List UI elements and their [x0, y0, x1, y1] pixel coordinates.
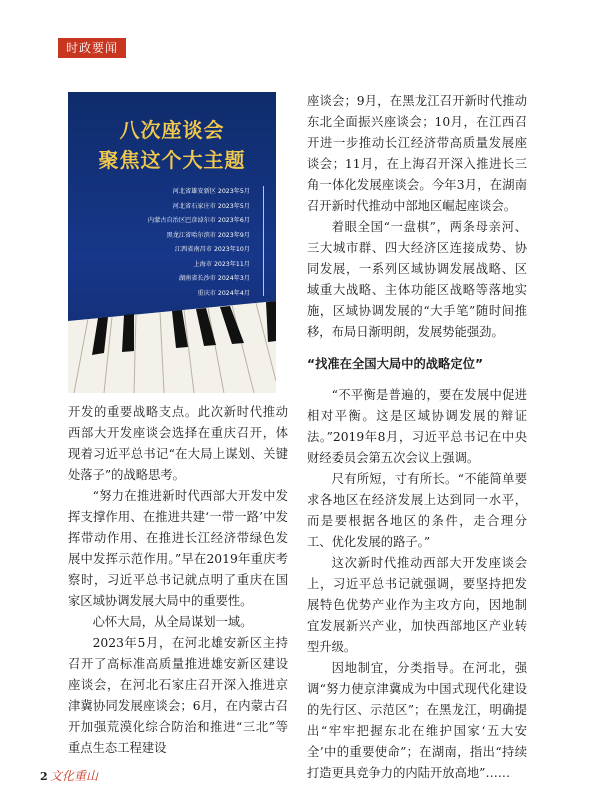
article-column-right: [307, 91, 527, 784]
section-heading: “找准在全国大局中的战略定位”: [307, 357, 484, 371]
poster-meeting-item: 内蒙古自治区巴彦淖尔市 2023年6月: [147, 217, 250, 224]
poster-meeting-item: 湖南省长沙市 2024年3月: [178, 275, 250, 282]
paragraph: “努力在推进新时代西部大开发中发挥支撑作用、在推进共建‘一带一路’中发挥带动作用、在推进长江经济带绿色发展中发挥示范作用。”早在2019年重庆考察时，习近平总书记就点明了重庆在国家区域协调发展大局中的重要性。: [68, 489, 288, 608]
paragraph: 座谈会；9月，在黑龙江召开新时代推动东北全面振兴座谈会；10月，在江西召开进一步推动长江经济带高质量发展座谈会；11月，在上海召开深入推进长三角一体化发展座谈会。今年3月，在湖南召开新时代推动中部地区崛起座谈会。: [307, 94, 527, 213]
poster-meeting-item: 河北省石家庄市 2023年5月: [172, 202, 250, 210]
magazine-logo: [50, 766, 100, 784]
poster-meeting-item: 江西省南昌市 2023年10月: [174, 246, 250, 253]
poster-meeting-item: 河北省雄安新区 2023年5月: [172, 188, 250, 195]
poster-meeting-item: 黑龙江省哈尔滨市 2023年9月: [166, 231, 250, 239]
paragraph: “不平衡是普遍的，要在发展中促进相对平衡。这是区域协调发展的辩证法。”2019年8月，习近平总书记在中央财经委员会第五次会议上强调。: [307, 388, 527, 465]
paragraph: 2023年5月，在河北雄安新区主持召开了高标准高质量推进雄安新区建设座谈会，在河北石家庄召开深入推进京津冀协同发展座谈会；6月，在内蒙古召开加强荒漠化综合防治和推进“三北”等重点生态工程建设: [68, 636, 288, 755]
poster-meeting-item: 上海市 2023年11月: [193, 260, 250, 268]
poster-title-line2: 聚焦这个大主题: [98, 148, 246, 172]
paragraph: 尺有所短，寸有所长。“不能简单要求各地区在经济发展上达到同一水平，而是要根据各地区的条件，走合理分工、优化发展的路子。”: [307, 472, 527, 549]
poster-timeline-line: [263, 186, 264, 296]
paragraph: 这次新时代推动西部大开发座谈会上，习近平总书记就强调，要坚持把发展特色优势产业作为主攻方向，因地制宜发展新兴产业，加快西部地区产业转型升级。: [307, 556, 527, 654]
paragraph: 因地制宜，分类指导。在河北，强调“努力使京津冀成为中国式现代化建设的先行区、示范区”；在黑龙江，明确提出“牢牢把握东北在维护国家‘五大安全’中的重要使命”；在湖南，指出“持续打造更具竞争力的内陆开放高地”……: [307, 661, 527, 780]
paragraph: 心怀大局，从全局谋划一域。: [92, 615, 253, 629]
poster-image: [68, 92, 276, 393]
paragraph: 开发的重要战略支点。此次新时代推动西部大开发座谈会选择在重庆召开，体现着习近平总书记“在大局上谋划、关键处落子”的战略思考。: [68, 405, 288, 482]
article-column-left: [68, 402, 288, 759]
page-footer: [40, 769, 99, 783]
poster-meeting-list: [80, 185, 250, 301]
piano-keys-illustration: [68, 301, 276, 393]
poster-meeting-item: 重庆市 2024年4月: [197, 289, 250, 297]
paragraph: 着眼全国“一盘棋”，两条母亲河、三大城市群、四大经济区连接成势、协同发展，一系列区域协调发展战略、区域重大战略、主体功能区战略等落地实施，区域协调发展的“大手笔”随时间推移，布局日渐明朗，发展势能强劲。: [307, 220, 527, 339]
page-number: 2: [40, 770, 48, 783]
section-tag: 时政要闻: [58, 38, 126, 58]
poster-title-line1: 八次座谈会: [119, 118, 225, 142]
svg-text:文化重山: 文化重山: [50, 769, 99, 783]
